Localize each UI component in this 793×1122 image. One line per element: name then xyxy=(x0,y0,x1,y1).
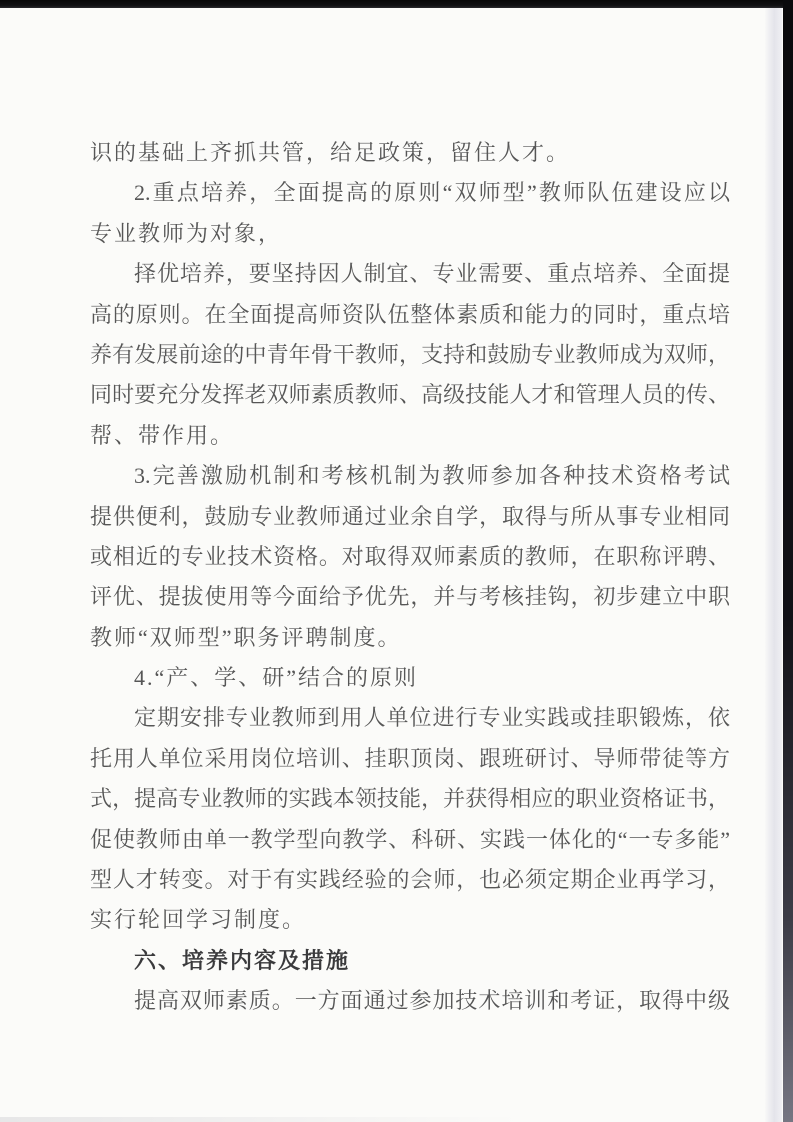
document-text-block xyxy=(90,133,730,1022)
text-line: 评优、提拔使用等今面给予优先，并与考核挂钩，初步建立中职 xyxy=(90,584,730,610)
text-line: 实行轮回学习制度。 xyxy=(90,907,307,933)
section-heading: 六、培养内容及措施 xyxy=(134,947,351,973)
text-line: 识的基础上齐抓共管，给足政策，留住人才。 xyxy=(90,140,571,165)
text-line: 式，提高专业教师的实践本领技能，并获得相应的职业资格证书， xyxy=(90,786,730,812)
text-line: 2.重点培养，全面提高的原则“双师型”教师队伍建设应以 xyxy=(134,180,730,206)
text-line: 同时要充分发挥老双师素质教师、高级技能人才和管理人员的传、 xyxy=(90,382,730,408)
text-line: 促使教师由单一教学型向教学、科研、实践一体化的“一专多能” xyxy=(90,826,730,852)
scan-edge-top xyxy=(0,0,793,8)
scan-shadow-band-right xyxy=(765,8,782,1122)
text-line: 择优培养，要坚持因人制宜、专业需要、重点培养、全面提 xyxy=(134,261,730,287)
text-line: 教师“双师型”职务评聘制度。 xyxy=(90,624,402,650)
text-line: 或相近的专业技术资格。对取得双师素质的教师，在职称评聘、 xyxy=(90,543,730,569)
text-line: 帮、带作用。 xyxy=(90,422,235,448)
text-line: 提高双师素质。一方面通过参加技术培训和考证，取得中级 xyxy=(134,988,730,1014)
text-line: 高的原则。在全面提高师资队伍整体素质和能力的同时，重点培 xyxy=(90,301,730,327)
scan-edge-right xyxy=(783,0,793,1122)
text-line: 提供便利，鼓励专业教师通过业余自学，取得与所从事专业相同 xyxy=(90,503,730,529)
text-line: 型人才转变。对于有实践经验的会师，也必须定期企业再学习， xyxy=(90,867,730,893)
text-line: 托用人单位采用岗位培训、挂职顶岗、跟班研讨、导师带徒等方 xyxy=(90,745,730,771)
text-line: 3.完善激励机制和考核机制为教师参加各种技术资格考试 xyxy=(134,463,730,489)
text-line: 定期安排专业教师到用人单位进行专业实践或挂职锻炼，依 xyxy=(134,705,730,731)
text-line: 专业教师为对象， xyxy=(90,220,283,246)
scan-edge-bottom xyxy=(0,1117,520,1122)
text-line: 养有发展前途的中青年骨干教师，支持和鼓励专业教师成为双师， xyxy=(90,341,730,367)
text-line: 4.“产、学、研”结合的原则 xyxy=(134,665,419,691)
